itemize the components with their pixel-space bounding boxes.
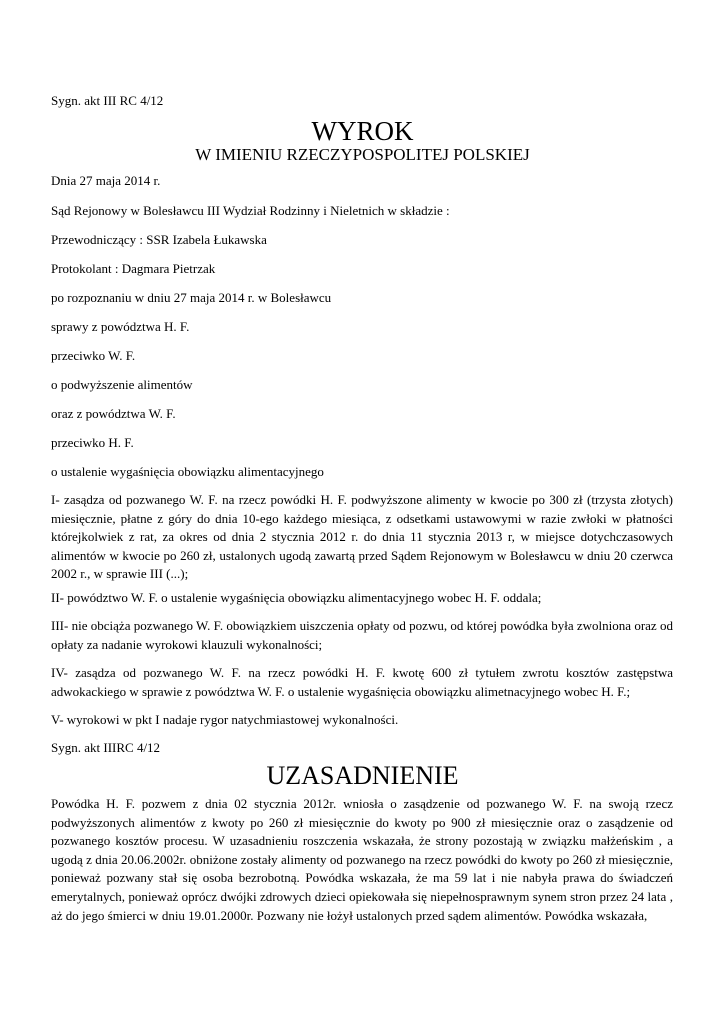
justification-title: UZASADNIENIE [266,761,459,790]
case-second-defendant: przeciwko H. F. [51,435,134,450]
case-first-subject: o podwyższenie alimentów [51,377,193,392]
ruling-point-2: II- powództwo W. F. o ustalenie wygaśnięcia obowiązku alimentacyjnego wobec H. F. oddala; [51,590,542,605]
case-second-claim: oraz z powództwa W. F. [51,406,176,421]
court-composition: Sąd Rejonowy w Bolesławcu III Wydział Rodzinny i Nieletnich w składzie : [51,203,450,218]
ruling-point-3: III- nie obciąża pozwanego W. F. obowiązkiem uiszczenia opłaty od pozwu, od której powódka była zwolniona oraz od opłaty za nadanie wyrokowi klauzuli wykonalności; [51,618,673,652]
case-signature-bottom: Sygn. akt IIIRC 4/12 [51,740,161,755]
judgment-subtitle: W IMIENIU RZECZYPOSPOLITEJ POLSKIEJ [195,145,530,164]
justification-text: Powódka H. F. pozwem z dnia 02 stycznia 2012r. wniosła o zasądzenie od pozwanego W. F. na swoją rzecz podwyższonych alimentów z kwoty po 260 zł miesięcznie do kwoty po 900 zł miesięcznie oraz o zasądzenie od pozwanego kosztów procesu. W uzasadnieniu roszczenia wskazała, że strony pozostają w związku małżeńskim , a ugodą z dnia 20.06.2002r. obniżone zostały alimenty od pozwanego na rzecz powódki do kwoty po 260 zł miesięcznie, ponieważ pozwany stał się osoba bezrobotną. Powódka wskazała, że ma 59 lat i nie nabyła prawa do świadczeń emerytalnych, ponieważ oprócz dwójki zdrowych dzieci opiekowała się niepełnosprawnym synem stron przez 24 lata , aż do jego śmierci w dniu 19.01.2000r. Pozwany nie łożył ustalonych przed sądem alimentów. Powódka wskazała, [51,796,673,923]
case-signature-top: Sygn. akt III RC 4/12 [51,93,164,108]
ruling-point-5: V- wyrokowi w pkt I nadaje rygor natychmiastowej wykonalności. [51,712,399,727]
case-first-defendant: przeciwko W. F. [51,348,136,363]
case-first-claim: sprawy z powództwa H. F. [51,319,190,334]
hearing-info: po rozpoznaniu w dniu 27 maja 2014 r. w Bolesławcu [51,290,332,305]
ruling-point-1: I- zasądza od pozwanego W. F. na rzecz powódki H. F. podwyższone alimenty w kwocie po 300 zł (trzysta złotych) miesięcznie, płatne z góry do dnia 10-ego każdego miesiąca, z odsetkami ustawowymi w razie zwłoki w płatności którejkolwiek z rat, za okres od dnia 2 stycznia 2012 r. do dnia 11 stycznia 2013 r, w miejsce dotychczasowych alimentów w kwocie po 260 zł, ustalonych ugodą zawartą przed Sądem Rejonowym w Bolesławcu w dniu 20 czerwca 2002 r., w sprawie III (...); [51,492,673,582]
court-clerk: Protokolant : Dagmara Pietrzak [51,261,216,276]
case-second-subject: o ustalenie wygaśnięcia obowiązku alimentacyjnego [51,464,324,479]
judgment-title: WYROK [311,116,414,146]
ruling-point-4: IV- zasądza od pozwanego W. F. na rzecz powódki H. F. kwotę 600 zł tytułem zwrotu kosztów zastępstwa adwokackiego w sprawie z powództwa W. F. o ustalenie wygaśnięcia obowiązku alimetnacyjnego wobec H. F.; [51,665,673,699]
judgment-date: Dnia 27 maja 2014 r. [51,173,161,188]
presiding-judge: Przewodniczący : SSR Izabela Łukawska [51,232,267,247]
